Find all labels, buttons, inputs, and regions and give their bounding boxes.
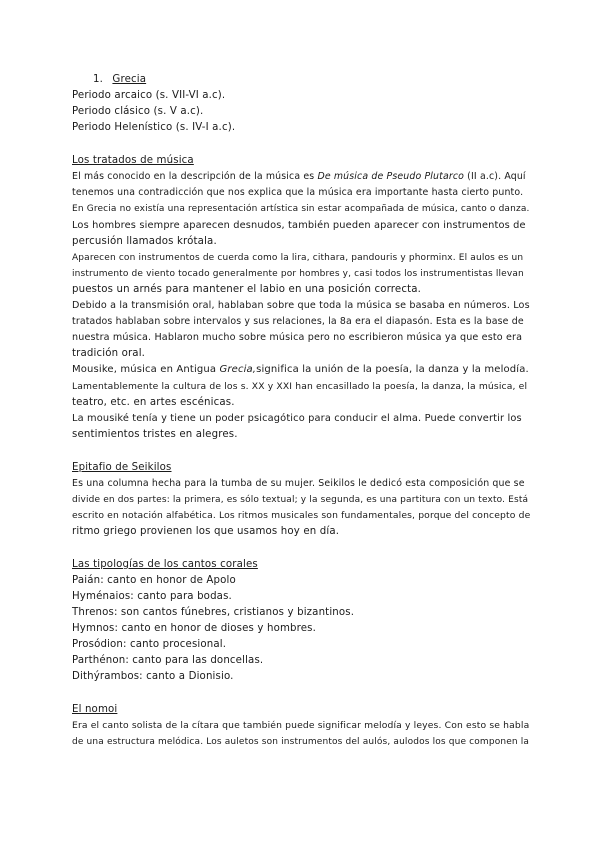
paragraph-line: Es una columna hecha para la tumba de su mujer. Seikilos le dedicó esta composición que se [72,478,525,489]
paragraph-line: tratados hablaban sobre intervalos y sus relaciones, la 8a era el diapasón. Esta es la base de [72,316,524,327]
paragraph-line: Era el canto solista de la cítara que también puede significar melodía y leyes. Con esto se habla [72,720,530,731]
paragraph-line: Aparecen con instrumentos de cuerda como la lira, cithara, pandouris y phorminx. El aulos es un [72,253,524,263]
paragraph-line: nuestra música. Hablaron mucho sobre música pero no escribieron música ya que esto era [72,332,523,343]
paragraph-line: instrumento de viento tocado generalmente por hombres y, casi todos los instrumentistas llevan [72,269,524,279]
paragraph-line: escrito en notación alfabética. Los ritmos musicales son fundamentales, porque del concepto de [72,510,531,521]
paragraph-line: sentimientos tristes en alegres. [72,429,238,440]
paragraph-line: teatro, etc. en artes escénicas. [72,397,235,408]
list-label: Grecia [112,74,147,85]
list-item-grecia [93,72,146,88]
section-heading-tratados: Los tratados de música [72,155,194,166]
paragraph-line: El más conocido en la descripción de la música es De música de Pseudo Plutarco (II a.c). Aquí [72,171,526,182]
list-line: Threnos: son cantos fúnebres, cristianos y bizantinos. [72,607,355,618]
paragraph-line: Debido a la transmisión oral, hablaban sobre que toda la música se basaba en números. Los [72,300,530,311]
paragraph-line: tenemos una contradicción que nos explica que la música era importante hasta cierto punto. [72,187,524,198]
list-line: Hymnos: canto en honor de dioses y hombres. [72,623,317,634]
paragraph-line: ritmo griego provienen los que usamos hoy en día. [72,526,340,537]
paragraph-line: En Grecia no existía una representación artística sin estar acompañada de música, canto o danza. [72,204,530,214]
paragraph-line: divide en dos partes: la primera, es sólo textual; y la segunda, es una partitura con un texto. Está [72,495,529,505]
paragraph-line: de una estructura melódica. Los auletos son instrumentos del aulós, aulodos los que componen la [72,737,530,747]
paragraph-line: puestos un arnés para mantener el labio en una posición correcta. [72,284,421,295]
section-heading-nomoi: El nomoi [72,704,118,715]
list-line: Hyménaios: canto para bodas. [72,591,232,602]
paragraph-line: Lamentablemente la cultura de los s. XX y XXI han encasillado la poesía, la danza, la música, el [72,381,528,392]
book-title: De música de Pseudo Plutarco [317,171,465,182]
period-line: Periodo Helenístico (s. IV-I a.c). [72,122,236,133]
list-line: Paián: canto en honor de Apolo [72,575,236,586]
paragraph-line: La mousiké tenía y tiene un poder psicagótico para conducir el alma. Puede convertir los [72,413,522,424]
period-line: Periodo arcaico (s. VII-VI a.c). [72,90,226,101]
list-line: Dithýrambos: canto a Dionisio. [72,671,234,682]
period-line: Periodo clásico (s. V a.c). [72,106,204,117]
section-heading-tipologias: Las tipologías de los cantos corales [72,559,258,570]
list-number: 1. [93,74,104,85]
section-heading-epitafio: Epitafio de Seikilos [72,462,172,473]
paragraph-line: Los hombres siempre aparecen desnudos, también pueden aparecer con instrumentos de [72,220,526,231]
paragraph-line: percusión llamados krótala. [72,236,217,247]
paragraph-line: Mousike, música en Antigua Grecia,significa la unión de la poesía, la danza y la melodía. [72,364,529,375]
paragraph-line: tradición oral. [72,348,146,359]
list-line: Parthénon: canto para las doncellas. [72,655,264,666]
list-line: Prosódion: canto procesional. [72,639,227,650]
